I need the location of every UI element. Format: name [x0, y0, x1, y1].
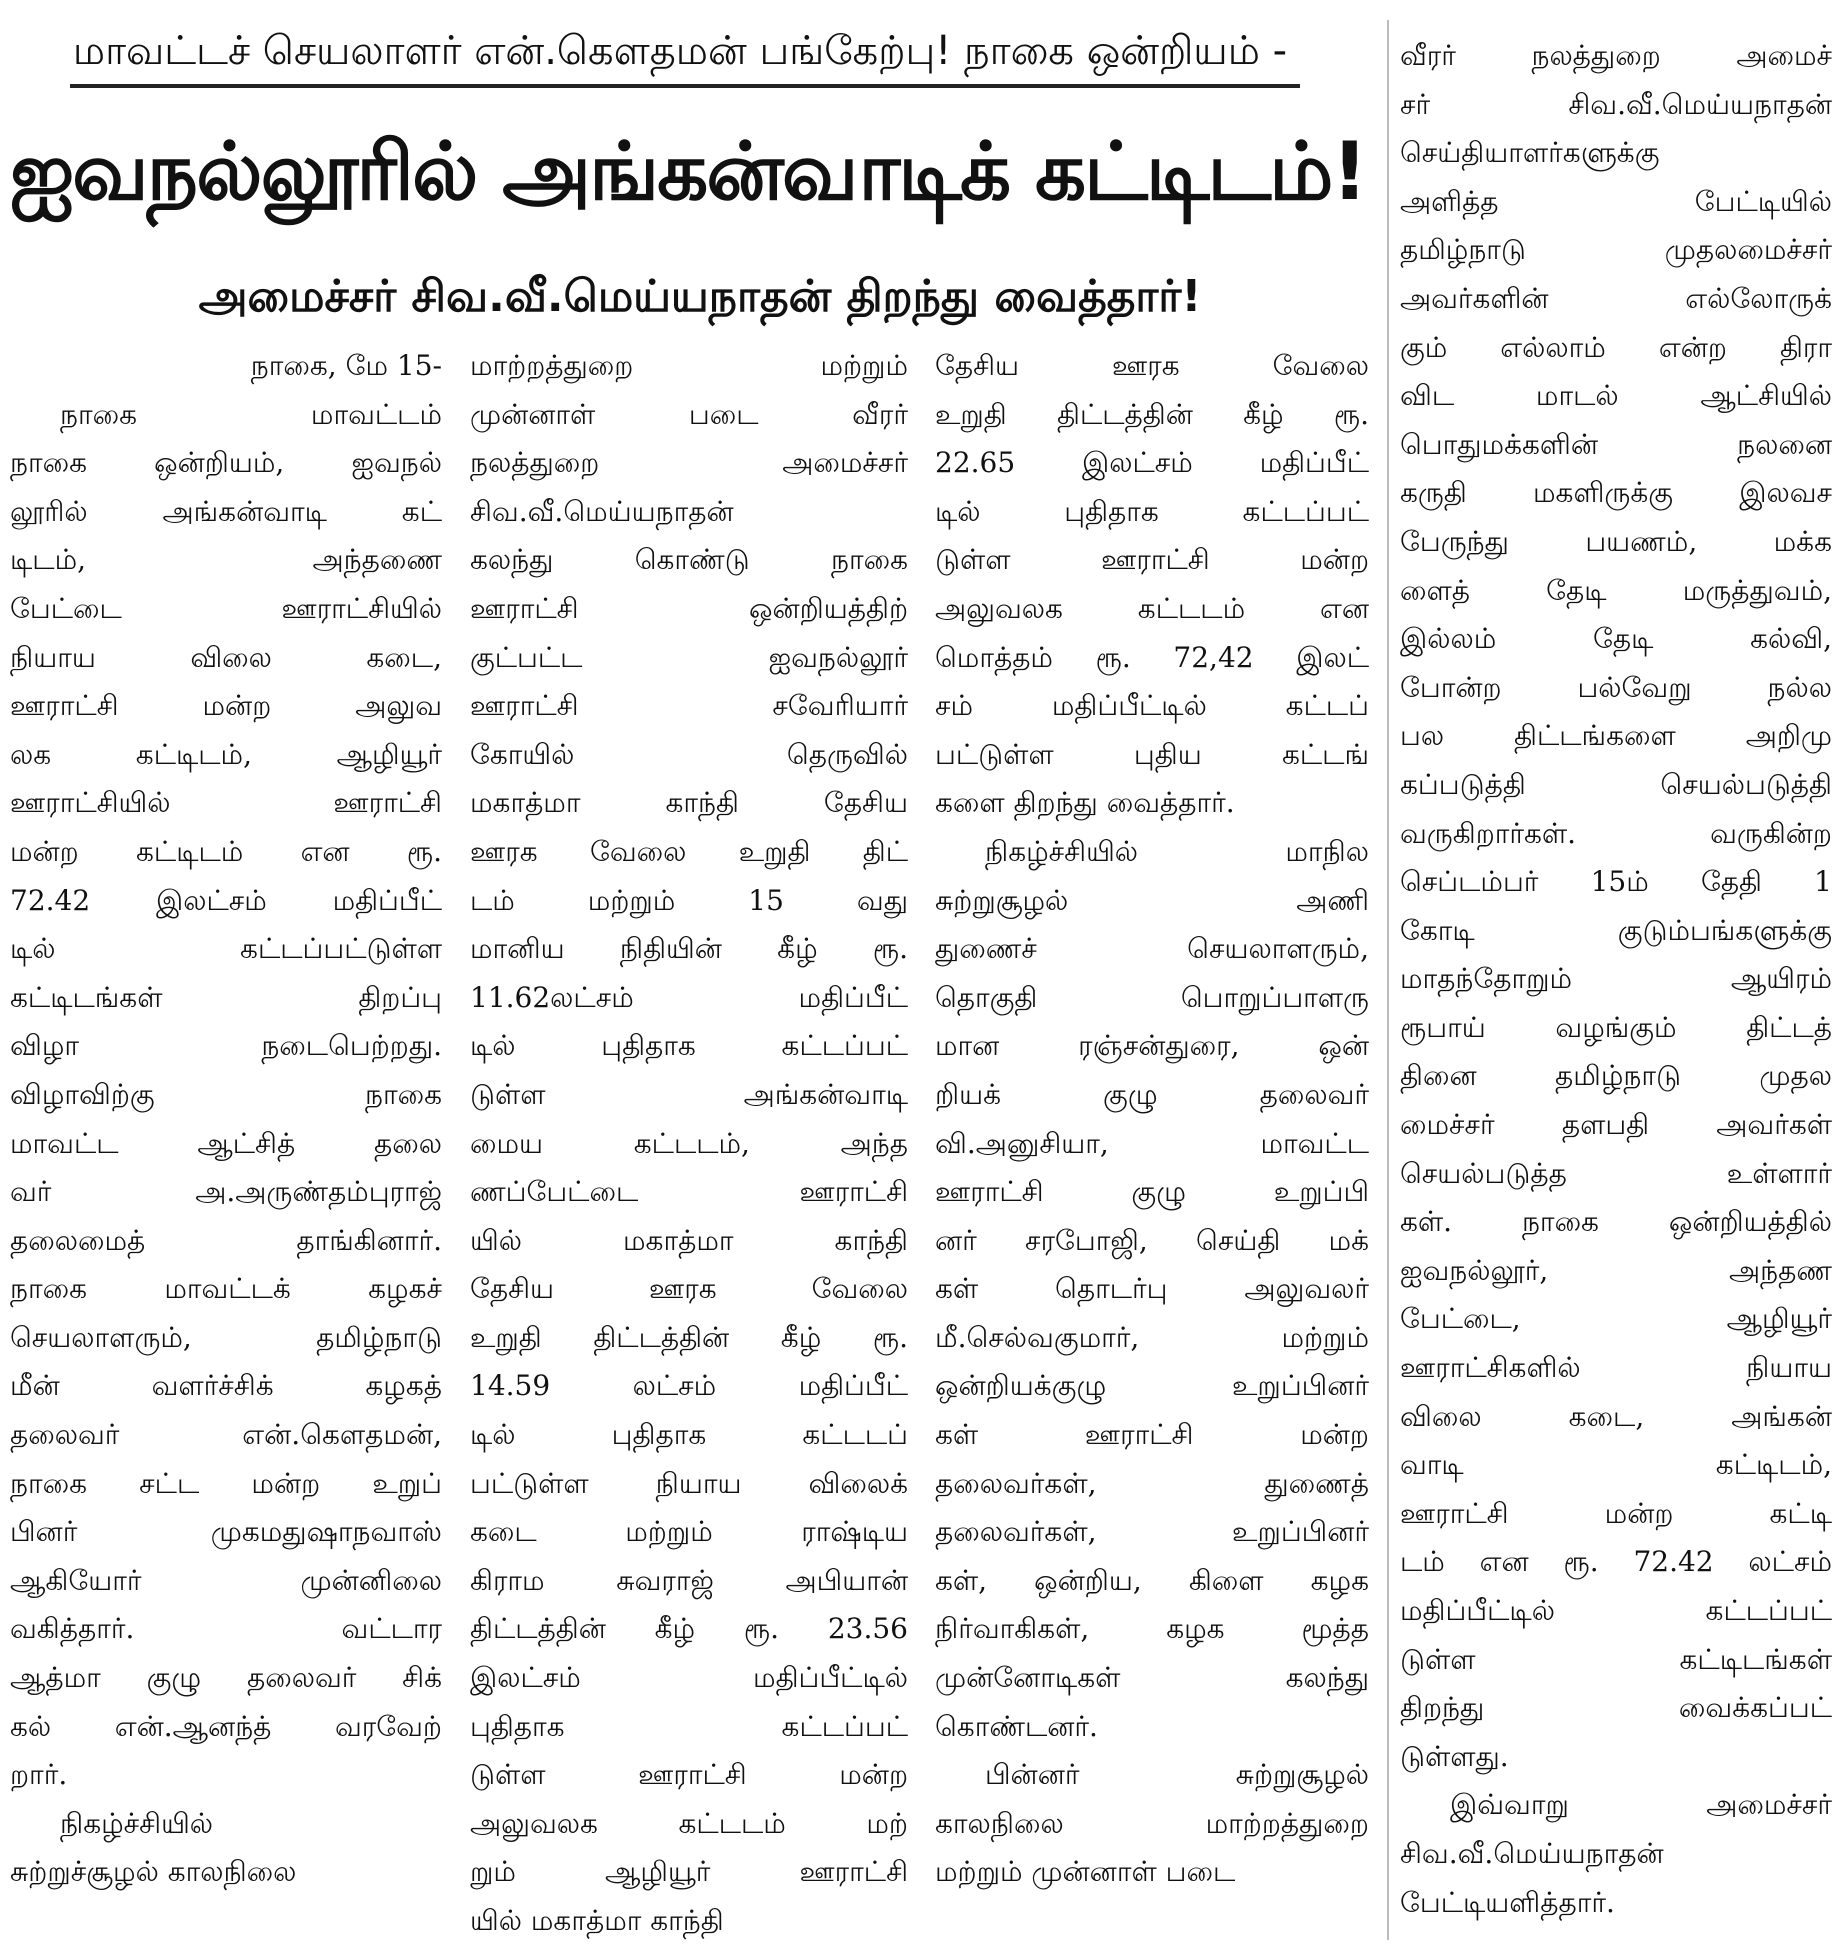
article-line: கட்டிடங்கள் திறப்பு: [10, 980, 442, 1014]
article-line: மைய கட்டடம், அந்த: [470, 1126, 908, 1160]
article-line: முன்னாள் படை வீரர்: [470, 397, 908, 431]
article-line: இல்லம் தேடி கல்வி,: [1400, 622, 1832, 656]
article-line: ஊரக வேலை உறுதி திட்: [470, 834, 908, 868]
article-line: அளித்த பேட்டியில்: [1400, 184, 1832, 218]
article-line: நலத்துறை அமைச்சர்: [470, 446, 908, 480]
article-line: தலைவர்கள், உறுப்பினர்: [935, 1515, 1369, 1549]
article-line: டம் மற்றும் 15 வது: [470, 883, 908, 917]
article-line: களை திறந்து வைத்தார்.: [935, 786, 1235, 820]
article-line: உறுதி திட்டத்தின் கீழ் ரூ.: [470, 1320, 908, 1354]
article-line: சம் மதிப்பீட்டில் கட்டப்: [935, 689, 1369, 723]
article-line: மானிய நிதியின் கீழ் ரூ.: [470, 932, 908, 966]
article-line: ஊராட்சி சவேரியார்: [470, 689, 908, 723]
article-line: முன்னோடிகள் கலந்து: [935, 1661, 1369, 1695]
article-line: ஊராட்சி மன்ற அலுவ: [10, 689, 442, 723]
article-line: தேசிய ஊரக வேலை: [470, 1272, 908, 1306]
article-line: கள் தொடர்பு அலுவலர்: [935, 1272, 1369, 1306]
article-line: கோடி குடும்பங்களுக்கு: [1400, 913, 1832, 947]
article-line: பட்டுள்ள நியாய விலைக்: [470, 1466, 908, 1500]
article-line: விட மாடல் ஆட்சியில்: [1400, 379, 1832, 413]
article-line: ஊராட்சி ஒன்றியத்திற்: [470, 591, 908, 625]
article-line: டுள்ள கட்டிடங்கள்: [1400, 1642, 1832, 1676]
article-line: விழா நடைபெற்றது.: [10, 1029, 442, 1063]
article-line: பேட்டியளித்தார்.: [1400, 1885, 1615, 1919]
article-line: தினை தமிழ்நாடு முதல: [1400, 1059, 1832, 1093]
article-line: ஒன்றியக்குழு உறுப்பினர்: [935, 1369, 1369, 1403]
article-line: ஊராட்சி மன்ற கட்டி: [1400, 1496, 1832, 1530]
article-line: வி.அனுசியா, மாவட்ட: [935, 1126, 1369, 1160]
article-line: னர் சரபோஜி, செய்தி மக்: [935, 1223, 1369, 1257]
article-line: நிகழ்ச்சியில்: [60, 1806, 214, 1840]
article-line: சுற்றுசூழல் அணி: [935, 883, 1369, 917]
article-line: தலைவர் என்.கௌதமன்,: [10, 1418, 442, 1452]
article-line: வாடி கட்டிடம்,: [1400, 1448, 1832, 1482]
article-line: செயல்படுத்த உள்ளார்: [1400, 1156, 1832, 1190]
article-line: டில் கட்டப்பட்டுள்ள: [10, 932, 442, 966]
article-line: மகாத்மா காந்தி தேசிய: [470, 786, 908, 820]
article-line: ஊராட்சியில் ஊராட்சி: [10, 786, 442, 820]
article-line: 11.62லட்சம் மதிப்பீட்: [470, 980, 908, 1014]
article-line: ரூபாய் வழங்கும் திட்டத்: [1400, 1010, 1832, 1044]
article-line: இலட்சம் மதிப்பீட்டில்: [470, 1661, 908, 1695]
article-line: தொகுதி பொறுப்பாளரு: [935, 980, 1369, 1014]
article-line: கிராம சுவராஜ் அபியான்: [470, 1563, 908, 1597]
article-line: போன்ற பல்வேறு நல்ல: [1400, 670, 1832, 704]
article-line: யில் மகாத்மா காந்தி: [470, 1223, 908, 1257]
article-line: நிர்வாகிகள், கழக மூத்த: [935, 1612, 1369, 1646]
kicker-underline: [70, 84, 1300, 88]
article-line: பட்டுள்ள புதிய கட்டங்: [935, 737, 1369, 771]
article-line: கள். நாகை ஒன்றியத்தில்: [1400, 1205, 1832, 1239]
article-line: அவர்களின் எல்லோருக்: [1400, 281, 1832, 315]
article-line: டில் புதிதாக கட்டப்பட்: [935, 494, 1369, 528]
article-line: விலை கடை, அங்கன்: [1400, 1399, 1832, 1433]
article-line: வீரர் நலத்துறை அமைச்: [1400, 39, 1832, 72]
article-line: ஐவநல்லூர், அந்தண: [1400, 1253, 1832, 1287]
column-divider: [1387, 20, 1389, 1940]
article-line: ணப்பேட்டை ஊராட்சி: [470, 1175, 908, 1209]
article-line: மீன் வளர்ச்சிக் கழகத்: [10, 1369, 442, 1403]
article-line: அலுவலக கட்டடம் மற்: [470, 1806, 908, 1840]
article-line: வர் அ.அருண்தம்புராஜ்: [10, 1175, 442, 1209]
article-line: திட்டத்தின் கீழ் ரூ. 23.56: [470, 1612, 908, 1646]
article-line: டில் புதிதாக கட்டடப்: [470, 1418, 908, 1452]
article-line: கலந்து கொண்டு நாகை: [470, 543, 908, 577]
article-line: வருகிறார்கள். வருகின்ற: [1400, 816, 1832, 850]
article-line: நாகை ஒன்றியம், ஐவநல்: [10, 446, 442, 480]
article-line: சிவ.வீ.மெய்யநாதன்: [470, 494, 734, 528]
article-line: நாகை மாவட்டம்: [60, 397, 442, 431]
article-line: காலநிலை மாற்றத்துறை: [935, 1806, 1369, 1840]
article-line: புதிதாக கட்டப்பட்: [470, 1709, 908, 1743]
article-line: கப்படுத்தி செயல்படுத்தி: [1400, 767, 1832, 801]
article-line: நாகை, மே 15-: [250, 349, 442, 382]
article-line: கள், ஒன்றிய, கிளை கழக: [935, 1563, 1369, 1597]
article-column-3: [935, 342, 1369, 1950]
article-line: உறுதி திட்டத்தின் கீழ் ரூ.: [935, 397, 1369, 431]
article-line: ஆகியோர் முன்னிலை: [10, 1563, 442, 1597]
article-line: கொண்டனர்.: [935, 1709, 1098, 1743]
article-line: கல் என்.ஆனந்த் வரவேற்: [10, 1709, 442, 1743]
article-line: பேட்டை ஊராட்சியில்: [10, 591, 442, 625]
article-line: சுற்றுச்சூழல் காலநிலை: [10, 1855, 297, 1889]
article-line: லக கட்டிடம், ஆழியூர்: [10, 737, 442, 771]
article-line: இவ்வாறு அமைச்சர்: [1450, 1788, 1832, 1822]
article-column-4: [1400, 32, 1832, 1950]
article-line: ஆத்மா குழு தலைவர் சிக்: [10, 1661, 442, 1695]
article-line: மீ.செல்வகுமார், மற்றும்: [935, 1320, 1369, 1354]
article-line: மாதந்தோறும் ஆயிரம்: [1400, 962, 1832, 996]
article-line: செப்டம்பர் 15ம் தேதி 1: [1400, 865, 1832, 899]
article-line: தமிழ்நாடு முதலமைச்சர்: [1400, 233, 1832, 267]
article-line: கோயில் தெருவில்: [470, 737, 908, 771]
article-column-2: [470, 342, 908, 1950]
article-column-1: [10, 342, 442, 1950]
article-line: பேட்டை, ஆழியூர்: [1400, 1302, 1832, 1336]
article-line: டிடம், அந்தணை: [10, 543, 442, 577]
article-line: டம் என ரூ. 72.42 லட்சம்: [1400, 1545, 1832, 1579]
article-line: மற்றும் முன்னாள் படை: [935, 1855, 1236, 1889]
article-line: டுள்ள ஊராட்சி மன்ற: [935, 543, 1369, 577]
article-line: பேருந்து பயணம், மக்க: [1400, 524, 1832, 558]
article-line: மாற்றத்துறை மற்றும்: [470, 349, 908, 382]
article-line: மதிப்பீட்டில் கட்டப்பட்: [1400, 1594, 1832, 1627]
article-line: வகித்தார். வட்டார: [10, 1612, 442, 1646]
article-line: டுள்ளது.: [1400, 1739, 1509, 1773]
article-kicker: மாவட்டச் செயலாளர் என்.கௌதமன் பங்கேற்பு! நாகை ஒன்றியம் -: [72, 28, 1288, 74]
article-line: கருதி மகளிருக்கு இலவச: [1400, 476, 1832, 510]
article-line: கள் ஊராட்சி மன்ற: [935, 1418, 1369, 1452]
article-line: நாகை மாவட்டக் கழகச்: [10, 1272, 442, 1306]
article-line: கடை மற்றும் ராஷ்டிய: [470, 1515, 908, 1549]
article-line: திறந்து வைக்கப்பட்: [1400, 1691, 1832, 1725]
article-line: மொத்தம் ரூ. 72,42 இலட்: [935, 640, 1369, 674]
article-line: ளைத் தேடி மருத்துவம்,: [1400, 573, 1832, 607]
article-line: துணைச் செயலாளரும்,: [935, 932, 1369, 966]
article-line: மாவட்ட ஆட்சித் தலை: [10, 1126, 442, 1160]
article-line: நாகை சட்ட மன்ற உறுப்: [10, 1466, 442, 1500]
article-line: சிவ.வீ.மெய்யநாதன்: [1400, 1836, 1664, 1870]
article-line: தேசிய ஊரக வேலை: [935, 349, 1369, 382]
article-line: றார்.: [10, 1758, 68, 1792]
article-line: 22.65 இலட்சம் மதிப்பீட்: [935, 446, 1369, 480]
article-line: விழாவிற்கு நாகை: [10, 1077, 442, 1111]
article-line: றும் ஆழியூர் ஊராட்சி: [470, 1855, 908, 1889]
article-line: ஊராட்சிகளில் நியாய: [1400, 1351, 1832, 1385]
article-line: தலைவர்கள், துணைத்: [935, 1466, 1369, 1500]
article-headline: ஐவநல்லூரில் அங்கன்வாடிக் கட்டிடம்!: [9, 125, 1367, 218]
article-line: அலுவலக கட்டடம் என: [935, 591, 1369, 625]
article-line: பல திட்டங்களை அறிமு: [1400, 719, 1832, 753]
article-line: 72.42 இலட்சம் மதிப்பீட்: [10, 883, 442, 917]
article-line: மன்ற கட்டிடம் என ரூ.: [10, 834, 442, 868]
article-line: நிகழ்ச்சியில் மாநில: [985, 834, 1369, 868]
article-line: கும் எல்லாம் என்ற திரா: [1400, 330, 1832, 364]
article-line: செயலாளரும், தமிழ்நாடு: [10, 1320, 442, 1354]
article-line: டுள்ள ஊராட்சி மன்ற: [470, 1758, 908, 1792]
article-subhead: அமைச்சர் சிவ.வீ.மெய்யநாதன் திறந்து வைத்தார்!: [198, 271, 1202, 322]
article-line: றியக் குழு தலைவர்: [935, 1077, 1369, 1111]
article-line: டுள்ள அங்கன்வாடி: [470, 1077, 908, 1111]
article-line: செய்தியாளர்களுக்கு: [1400, 136, 1660, 170]
article-line: மான ரஞ்சன்துரை, ஒன்: [935, 1029, 1369, 1063]
article-line: 14.59 லட்சம் மதிப்பீட்: [470, 1369, 908, 1403]
article-line: சர் சிவ.வீ.மெய்யநாதன்: [1400, 87, 1832, 121]
article-line: லூரில் அங்கன்வாடி கட்: [10, 494, 442, 528]
article-line: பொதுமக்களின் நலனை: [1400, 427, 1832, 461]
article-line: ஊராட்சி குழு உறுப்பி: [935, 1175, 1369, 1209]
article-line: பினர் முகமதுஷாநவாஸ்: [10, 1515, 442, 1549]
article-line: டில் புதிதாக கட்டப்பட்: [470, 1029, 908, 1063]
article-line: மைச்சர் தளபதி அவர்கள்: [1400, 1108, 1832, 1142]
article-line: தலைமைத் தாங்கினார்.: [10, 1223, 442, 1257]
article-line: குட்பட்ட ஐவநல்லூர்: [470, 640, 908, 674]
article-line: நியாய விலை கடை,: [10, 640, 442, 674]
article-line: யில் மகாத்மா காந்தி: [470, 1904, 724, 1937]
article-line: பின்னர் சுற்றுசூழல்: [985, 1758, 1369, 1792]
